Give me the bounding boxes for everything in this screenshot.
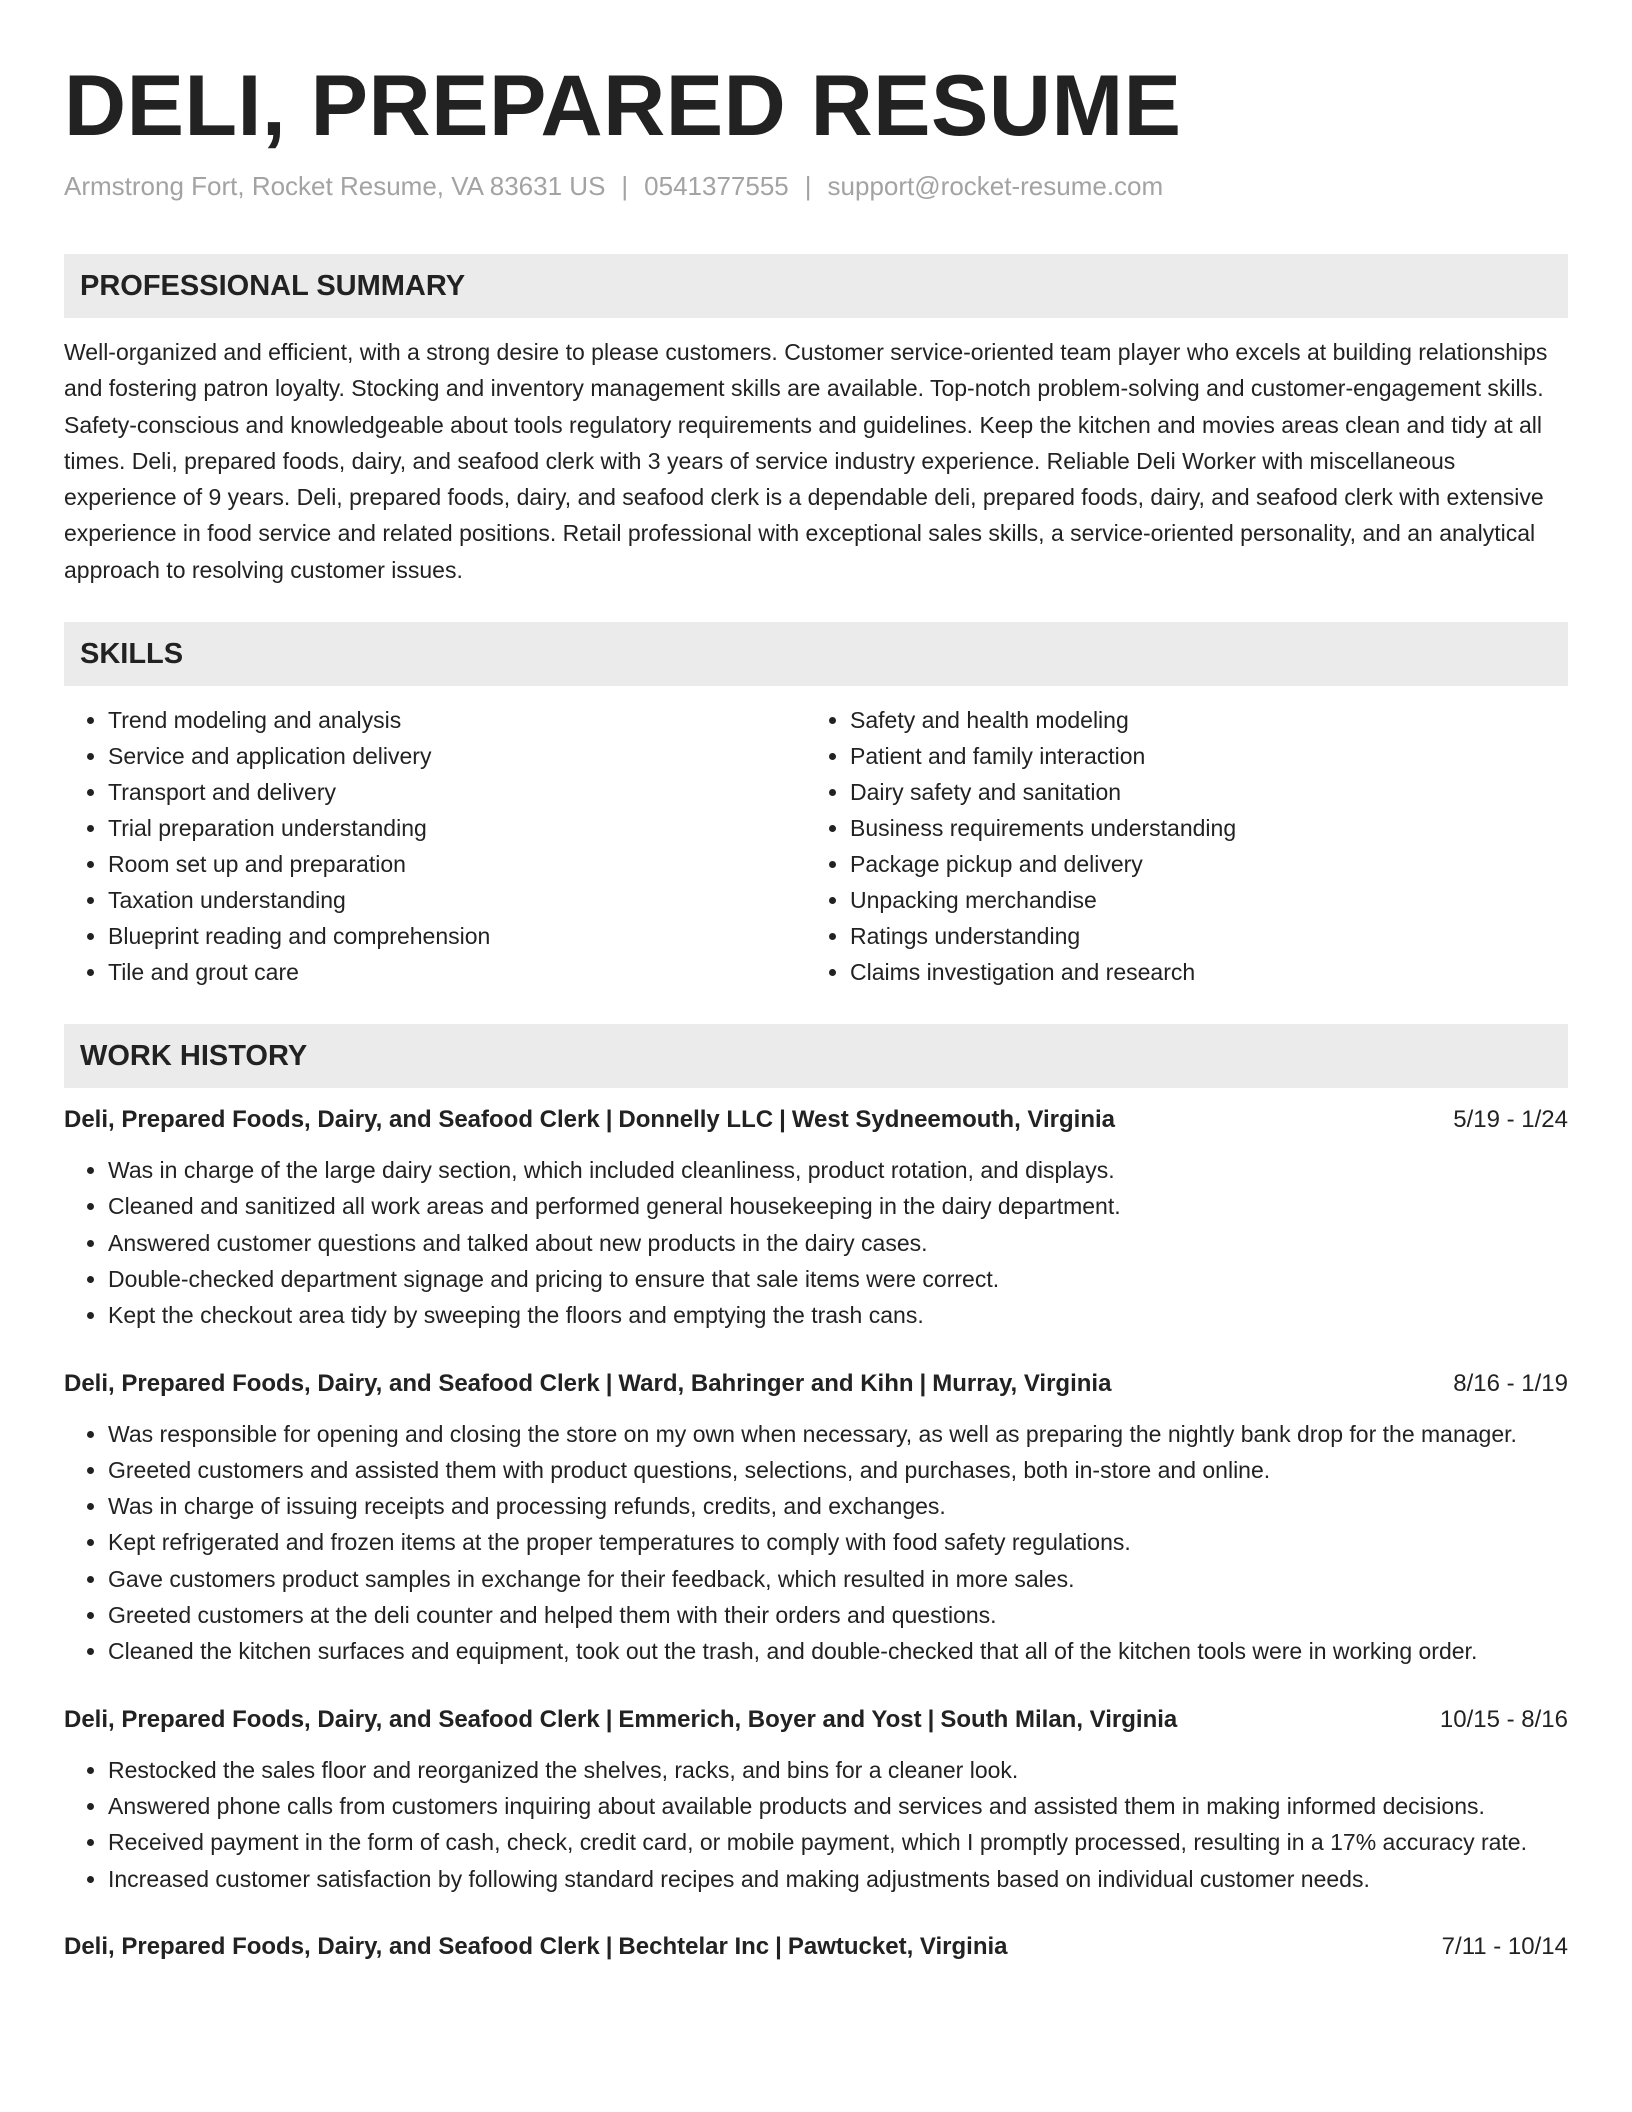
contact-address: Armstrong Fort, Rocket Resume, VA 83631 US xyxy=(64,171,606,201)
job-entry xyxy=(64,1102,1568,1333)
skill-item: • Unpacking merchandise xyxy=(850,882,1548,918)
job-location: South Milan, Virginia xyxy=(940,1705,1178,1733)
summary-text: Well-organized and efficient, with a strong desire to please customers. Customer service-oriented team player who excels at building relationships and fostering patron loyalty. Stocking and inventory management skills are available. Top-notch problem-solving and customer-engagement skills. Safety-conscious and knowledgeable about tools regulatory requirements and guidelines. Keep the kitchen and movies areas clean and tidy at all times. Deli, prepared foods, dairy, and seafood clerk with 3 years of service industry experience. Reliable Deli Worker with miscellaneous experience of 9 years. Deli, prepared foods, dairy, and seafood clerk is a dependable deli, prepared foods, dairy, and seafood clerk with extensive experience in food service and related positions. Retail professional with exceptional sales skills, a service-oriented personality, and an analytical approach to resolving customer issues. xyxy=(64,339,1548,583)
contact-email: support@rocket-resume.com xyxy=(827,171,1164,201)
job-header xyxy=(64,1366,1568,1402)
job-header xyxy=(64,1929,1568,1965)
job-bullet: • Was responsible for opening and closing the store on my own when necessary, as well as preparing the nightly bank drop for the manager. xyxy=(108,1416,1568,1452)
job-bullet: • Answered customer questions and talked about new products in the dairy cases. xyxy=(108,1225,1568,1261)
job-dates: 7/11 - 10/14 xyxy=(1441,1932,1568,1960)
section-heading-skills: SKILLS xyxy=(64,622,1568,686)
job-company: Emmerich, Boyer and Yost xyxy=(618,1705,922,1733)
skill-item: • Tile and grout care xyxy=(108,954,806,990)
skill-item: • Trend modeling and analysis xyxy=(108,702,806,738)
job-dates: 8/16 - 1/19 xyxy=(1453,1369,1568,1397)
contact-line xyxy=(64,168,1568,204)
job-title-line xyxy=(64,1929,1008,1965)
skill-item: • Room set up and preparation xyxy=(108,846,806,882)
job-location: West Sydneemouth, Virginia xyxy=(791,1106,1115,1134)
job-bullet: • Restocked the sales floor and reorganized the shelves, racks, and bins for a cleaner look. xyxy=(108,1752,1568,1788)
contact-phone: 0541377555 xyxy=(644,171,789,201)
job-separator: | xyxy=(779,1106,786,1134)
job-separator: | xyxy=(605,1369,613,1397)
skill-item: • Blueprint reading and comprehension xyxy=(108,918,806,954)
job-bullet: • Greeted customers and assisted them with product questions, selections, and purchases, both in-store and online. xyxy=(108,1452,1568,1488)
job-bullet: • Double-checked department signage and pricing to ensure that sale items were correct. xyxy=(108,1261,1568,1297)
job-bullet: • Greeted customers at the deli counter and helped them with their orders and questions. xyxy=(108,1597,1568,1633)
job-dates: 10/15 - 8/16 xyxy=(1439,1705,1568,1733)
job-bullet: • Cleaned the kitchen surfaces and equipment, took out the trash, and double-checked that all of the kitchen tools were in working order. xyxy=(108,1633,1568,1669)
section-heading-summary: PROFESSIONAL SUMMARY xyxy=(64,254,1568,318)
job-bullet: • Received payment in the form of cash, check, credit card, or mobile payment, which I promptly processed, resulting in a 17% accuracy rate. xyxy=(108,1824,1568,1860)
job-role: Deli, Prepared Foods, Dairy, and Seafood Clerk xyxy=(64,1932,600,1960)
job-bullet: • Kept the checkout area tidy by sweeping the floors and emptying the trash cans. xyxy=(108,1297,1568,1333)
skill-item: • Ratings understanding xyxy=(850,918,1548,954)
job-role: Deli, Prepared Foods, Dairy, and Seafood Clerk xyxy=(64,1705,600,1733)
job-entry xyxy=(64,1929,1568,1965)
job-company: Bechtelar Inc xyxy=(618,1932,770,1960)
skill-item: • Transport and delivery xyxy=(108,774,806,810)
job-separator: | xyxy=(919,1369,927,1397)
job-bullet: • Cleaned and sanitized all work areas and performed general housekeeping in the dairy department. xyxy=(108,1188,1568,1224)
job-bullets xyxy=(64,1416,1568,1670)
skills-column-left xyxy=(64,702,806,990)
job-header xyxy=(64,1102,1568,1138)
skills-list xyxy=(64,702,1568,990)
job-bullets xyxy=(64,1752,1568,1897)
job-bullet: • Kept refrigerated and frozen items at the proper temperatures to comply with food safety regulations. xyxy=(108,1524,1568,1560)
job-title-line xyxy=(64,1366,1111,1402)
job-separator: | xyxy=(605,1932,613,1960)
resume-name: DELI, PREPARED RESUME xyxy=(64,58,1182,154)
resume-page xyxy=(64,0,1568,1965)
job-role: Deli, Prepared Foods, Dairy, and Seafood Clerk xyxy=(64,1106,600,1134)
job-role: Deli, Prepared Foods, Dairy, and Seafood Clerk xyxy=(64,1369,600,1397)
skills-section xyxy=(64,622,1568,990)
skill-item: • Trial preparation understanding xyxy=(108,810,806,846)
job-location: Murray, Virginia xyxy=(932,1369,1112,1397)
job-bullet: • Was in charge of issuing receipts and processing refunds, credits, and exchanges. xyxy=(108,1488,1568,1524)
job-dates: 5/19 - 1/24 xyxy=(1453,1106,1568,1134)
section-heading-work-history: WORK HISTORY xyxy=(64,1024,1568,1088)
skill-item: • Service and application delivery xyxy=(108,738,806,774)
job-separator: | xyxy=(605,1705,613,1733)
skill-item: • Package pickup and delivery xyxy=(850,846,1548,882)
job-bullet: • Answered phone calls from customers inquiring about available products and services and assisted them in making informed decisions. xyxy=(108,1788,1568,1824)
job-location: Pawtucket, Virginia xyxy=(787,1932,1008,1960)
skill-item: • Dairy safety and sanitation xyxy=(850,774,1548,810)
contact-separator: | xyxy=(804,171,812,201)
contact-separator: | xyxy=(621,171,629,201)
job-bullets xyxy=(64,1152,1568,1333)
job-title-line xyxy=(64,1102,1115,1138)
skills-column-right xyxy=(806,702,1548,990)
skill-item: • Business requirements understanding xyxy=(850,810,1548,846)
job-header xyxy=(64,1702,1568,1738)
work-history-section xyxy=(64,1024,1568,1965)
skill-item: • Patient and family interaction xyxy=(850,738,1548,774)
job-company: Ward, Bahringer and Kihn xyxy=(618,1369,914,1397)
skill-item: • Safety and health modeling xyxy=(850,702,1548,738)
job-company: Donnelly LLC xyxy=(618,1106,774,1134)
job-separator: | xyxy=(605,1106,613,1134)
job-separator: | xyxy=(775,1932,782,1960)
job-entry xyxy=(64,1366,1568,1670)
job-bullet: • Increased customer satisfaction by following standard recipes and making adjustments based on individual customer needs. xyxy=(108,1861,1568,1897)
job-title-line xyxy=(64,1702,1177,1738)
job-bullet: • Was in charge of the large dairy section, which included cleanliness, product rotation, and displays. xyxy=(108,1152,1568,1188)
skill-item: • Claims investigation and research xyxy=(850,954,1548,990)
skill-item: • Taxation understanding xyxy=(108,882,806,918)
job-separator: | xyxy=(927,1705,935,1733)
job-entry xyxy=(64,1702,1568,1897)
job-bullet: • Gave customers product samples in exchange for their feedback, which resulted in more sales. xyxy=(108,1561,1568,1597)
